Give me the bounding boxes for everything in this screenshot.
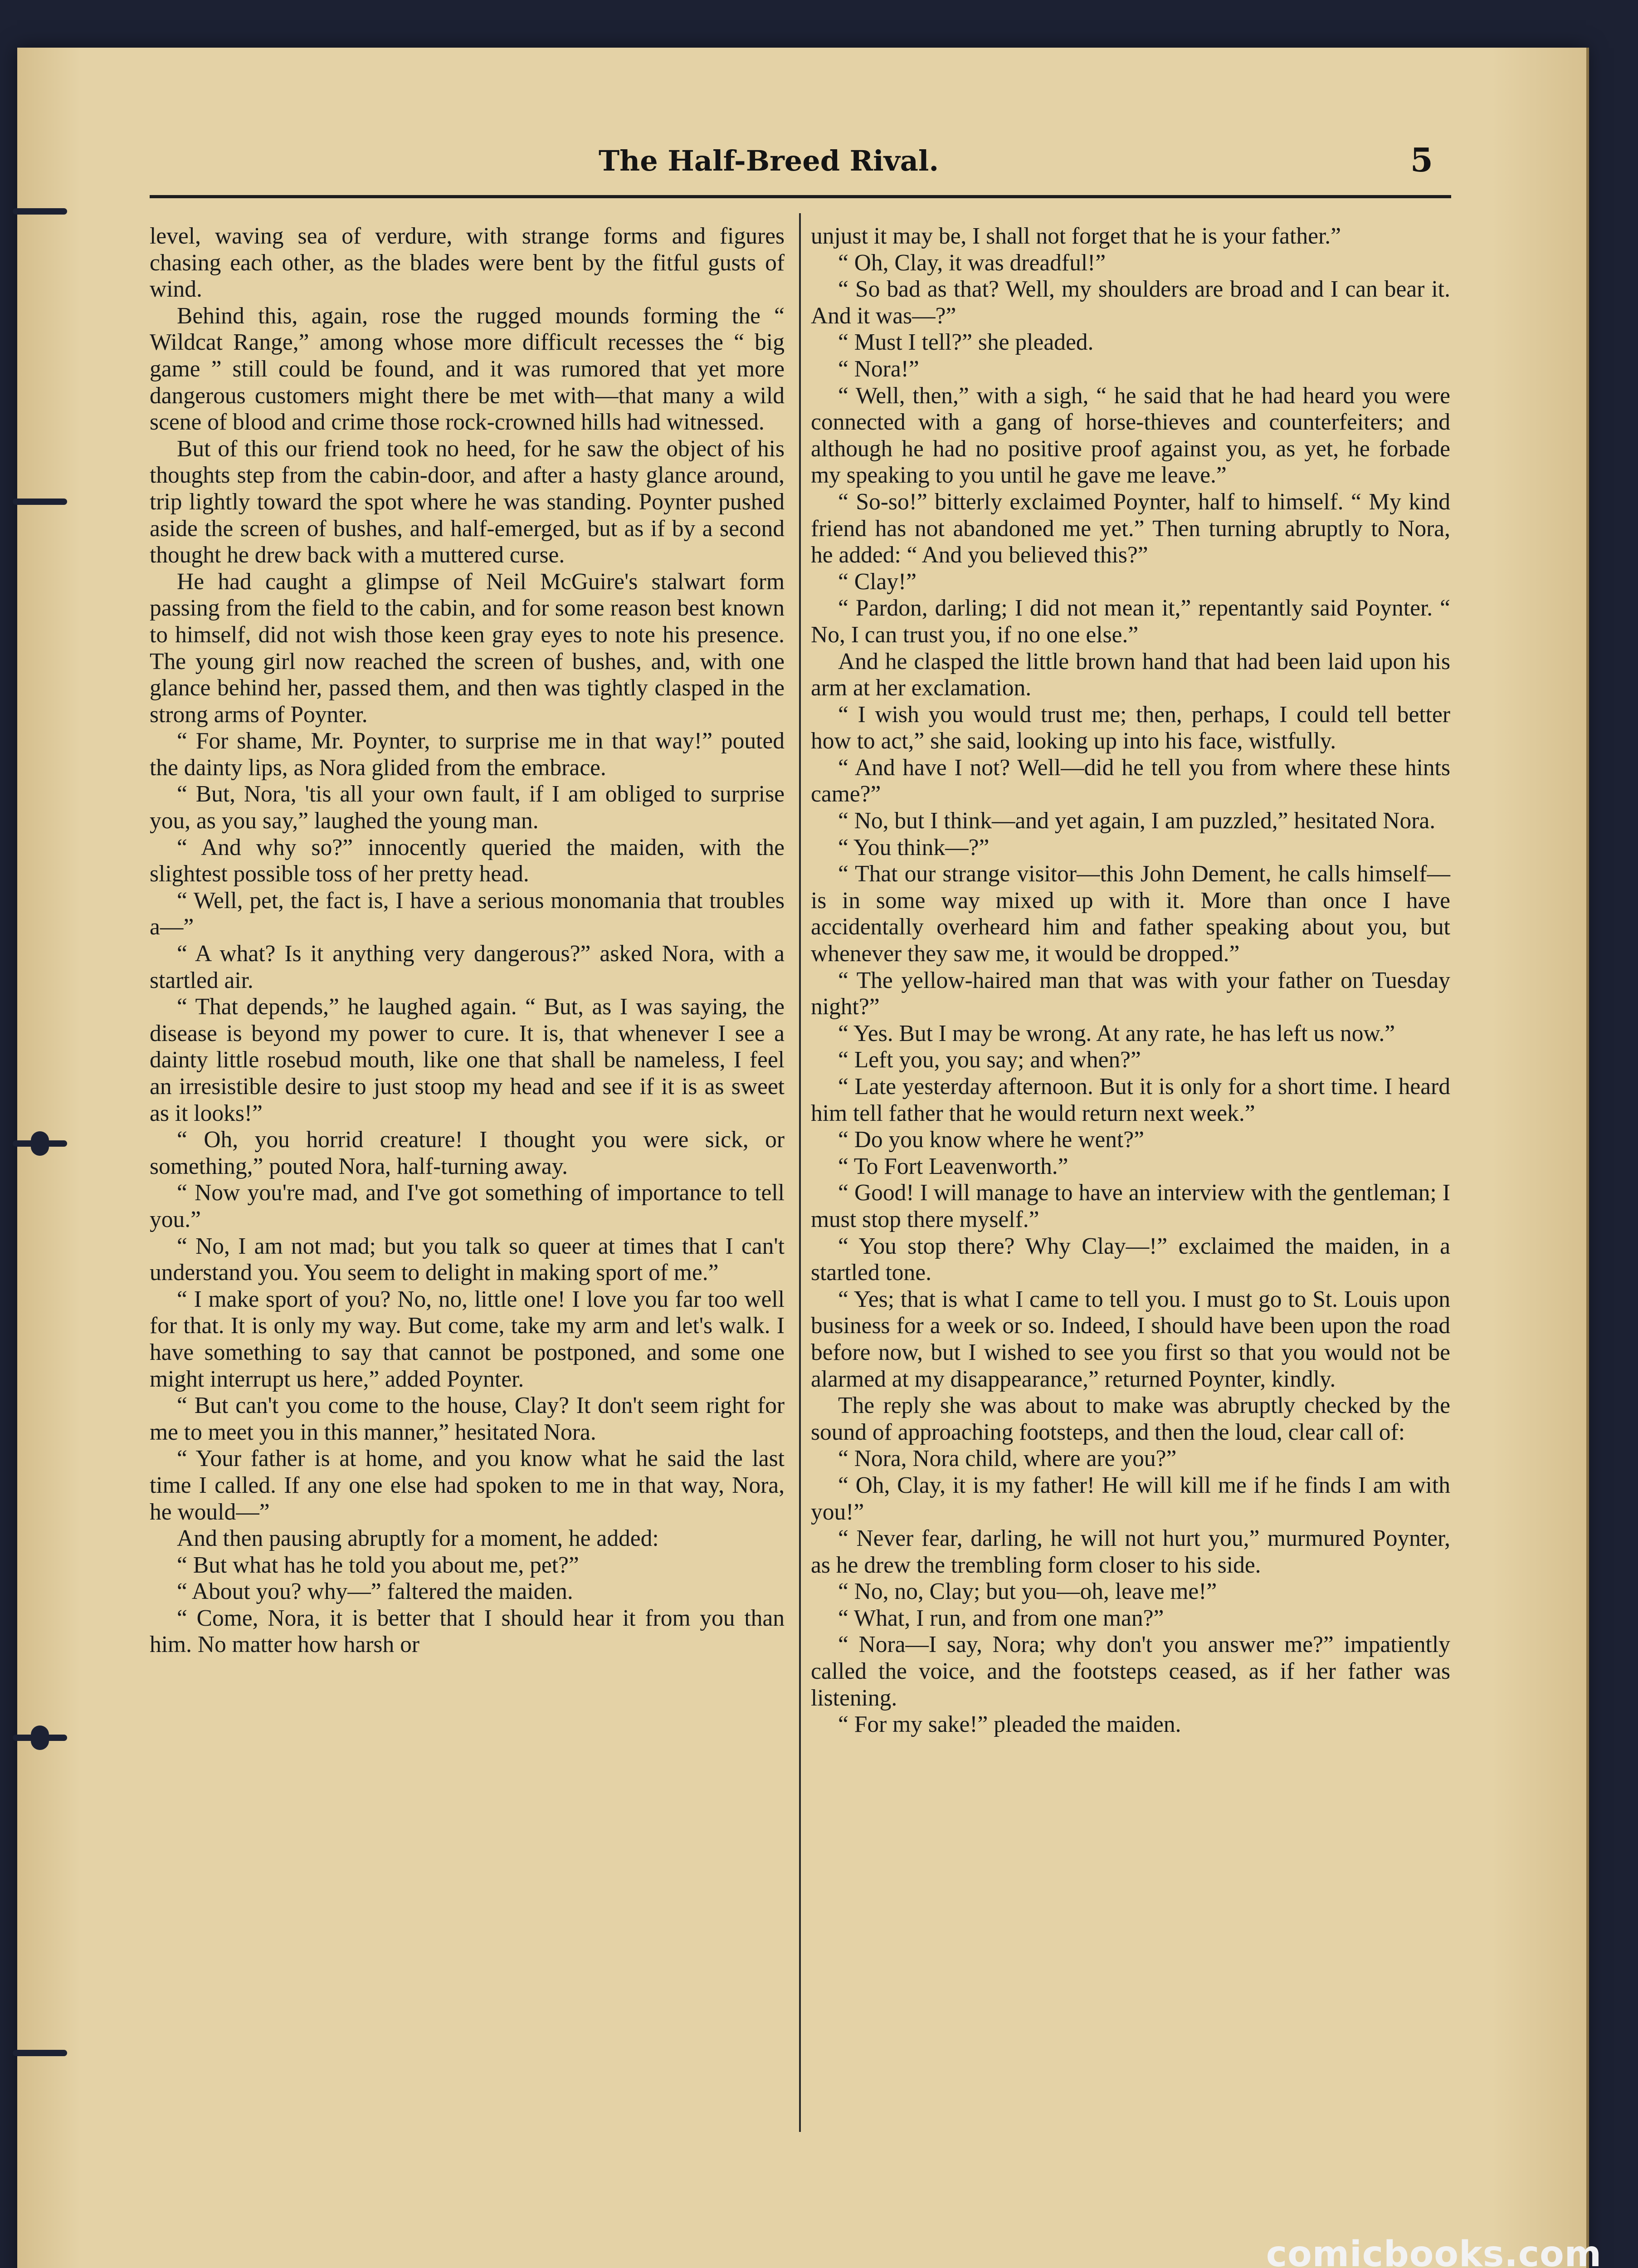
right-column [811,223,1450,1738]
page-edge [1586,48,1589,2268]
paragraph: “ No, no, Clay; but you—oh, leave me!” [838,1579,1217,1605]
paragraph: “ Now you're mad, and I've got something of importance to tell you.” [150,1180,785,1232]
paragraph: “ Pardon, darling; I did not mean it,” repentantly said Poynter. “ No, I can trust you, if no one else.” [811,595,1450,648]
column-divider [799,213,801,2132]
paragraph: But of this our friend took no heed, for he saw the object of his thoughts step from the cabin-door, and after a hasty glance around, trip lightly toward the spot where he was standing. Poynter pushed aside the screen of bushes, and half-emerged, but as if by a second thought he drew back with a muttered curse. [150,435,785,568]
paragraph: “ And why so?” innocently queried the maiden, with the slightest possible toss of her pretty head. [150,834,785,887]
paragraph: “ To Fort Leavenworth.” [838,1153,1068,1179]
paragraph: “ For my sake!” pleaded the maiden. [838,1711,1181,1738]
paragraph: “ Nora, Nora child, where are you?” [838,1446,1177,1472]
paragraph: “ So-so!” bitterly exclaimed Poynter, half to himself. “ My kind friend has not abandoned me yet.” Then turning abruptly to Nora, he added: “ And you believed this?” [811,489,1450,568]
paragraph: “ Nora—I say, Nora; why don't you answer me?” impatiently called the voice, and the footsteps ceased, as if her father was listening. [811,1632,1450,1711]
binding-stitch [13,1139,67,1149]
paragraph: “ Never fear, darling, he will not hurt you,” murmured Poynter, as he drew the trembling form closer to his side. [811,1525,1450,1578]
running-title: The Half-Breed Rival. [599,144,939,177]
page-header [150,136,1451,191]
paragraph: “ Come, Nora, it is better that I should hear it from you than him. No matter how harsh or [150,1605,785,1658]
paragraph: “ Good! I will manage to have an interview with the gentleman; I must stop there myself.” [811,1180,1450,1232]
paragraph: “ Nora!” [838,356,919,382]
paragraph: “ But what has he told you about me, pet?” [177,1552,579,1578]
binding-stitch [13,206,67,216]
paragraph: “ What, I run, and from one man?” [838,1605,1164,1631]
paragraph: “ Oh, Clay, it was dreadful!” [838,249,1106,276]
paragraph: “ But, Nora, 'tis all your own fault, if I am obliged to surprise you, as you say,” laughed the young man. [150,781,785,834]
binding-stitch [13,497,67,507]
paragraph: “ So bad as that? Well, my shoulders are broad and I can bear it. And it was—?” [811,276,1450,329]
page-number: 5 [1410,141,1433,179]
paragraph: “ I make sport of you? No, no, little one! I love you far too well for that. It is only my way. But come, take my arm and let's walk. I have something to say that cannot be postponed, and some one might interrupt us here,” added Poynter. [150,1286,785,1392]
paragraph: “ Oh, Clay, it is my father! He will kill me if he finds I am with you!” [811,1472,1450,1525]
paragraph: “ But can't you come to the house, Clay? It don't seem right for me to meet you in this manner,” hesitated Nora. [150,1393,785,1445]
paragraph: And then pausing abruptly for a moment, he added: [177,1525,659,1552]
paragraph: “ I wish you would trust me; then, perhaps, I could tell better how to act,” she said, looking up into his face, wistfully. [811,701,1450,754]
paragraph: Behind this, again, rose the rugged mounds forming the “ Wildcat Range,” among whose more difficult recesses the “ big game ” still could be found, and it was rumored that yet more dangerous customers might there be met with—that many a wild scene of blood and crime those rock-crowned hills had witnessed. [150,303,785,435]
paragraph: And he clasped the little brown hand that had been laid upon his arm at her exclamation. [811,648,1450,701]
paragraph: “ For shame, Mr. Poynter, to surprise me in that way!” pouted the dainty lips, as Nora glided from the embrace. [150,728,785,781]
paragraph: “ Late yesterday afternoon. But it is only for a short time. I heard him tell father that he would return next week.” [811,1074,1450,1126]
paragraph: “ Left you, you say; and when?” [838,1047,1141,1073]
paragraph: The reply she was about to make was abruptly checked by the sound of approaching footsteps, and then the loud, clear call of: [811,1393,1450,1445]
binding-stitch [13,2048,67,2058]
paragraph: “ No, I am not mad; but you talk so queer at times that I can't understand you. You seem to delight in making sport of me.” [150,1233,785,1286]
paragraph: “ Yes. But I may be wrong. At any rate, he has left us now.” [838,1020,1395,1046]
paragraph: “ You think—?” [838,834,990,860]
left-column [150,223,785,1658]
paragraph: “ Well, pet, the fact is, I have a serious monomania that troubles a—” [150,887,785,940]
paragraph: He had caught a glimpse of Neil McGuire's stalwart form passing from the field to the cabin, and for some reason best known to himself, did not wish those keen gray eyes to note his presence. The young girl now reached the screen of bushes, and, with one glance behind her, passed them, and then was tightly clasped in the strong arms of Poynter. [150,568,785,728]
paragraph: “ No, but I think—and yet again, I am puzzled,” hesitated Nora. [838,808,1436,834]
paragraph: “ And have I not? Well—did he tell you from where these hints came?” [811,754,1450,807]
paragraph: unjust it may be, I shall not forget that he is your father.” [811,223,1341,249]
paragraph: “ Yes; that is what I came to tell you. I must go to St. Louis upon business for a week or so. Indeed, I should have been upon the road before now, but I wished to see you first so that you would not be alarmed at my disappearance,” returned Poynter, kindly. [811,1286,1450,1392]
paragraph: “ Your father is at home, and you know what he said the last time I called. If any one else had spoken to me in that way, Nora, he would—” [150,1446,785,1525]
paragraph: “ That our strange visitor—this John Dement, he calls himself—is in some way mixed up with it. More than once I have accidentally overheard him and father speaking about you, but whenever they saw me, it would be dropped.” [811,861,1450,967]
paragraph: “ Do you know where he went?” [838,1127,1144,1153]
paragraph: “ Oh, you horrid creature! I thought you were sick, or something,” pouted Nora, half-turning away. [150,1127,785,1179]
paragraph: “ The yellow-haired man that was with your father on Tuesday night?” [811,967,1450,1020]
watermark: comicbooks.com [1266,2234,1602,2268]
paragraph: level, waving sea of verdure, with strange forms and figures chasing each other, as the blades were bent by the fitful gusts of wind. [150,223,785,303]
paragraph: “ That depends,” he laughed again. “ But, as I was saying, the disease is beyond my power to cure. It is, that whenever I see a dainty little rosebud mouth, like one that shall be nameless, I feel an irresistible desire to just stoop my head and see if it is as sweet as it looks!” [150,994,785,1126]
header-rule [150,195,1451,198]
paragraph: “ Clay!” [838,568,917,595]
binding-stitch [13,1733,67,1743]
paragraph: “ About you? why—” faltered the maiden. [177,1579,573,1605]
paragraph: “ A what? Is it anything very dangerous?” asked Nora, with a startled air. [150,941,785,993]
paragraph: “ Well, then,” with a sigh, “ he said that he had heard you were connected with a gang of horse-thieves and counterfeiters; and although he had no positive proof against you, as yet, he forbade my speaking to you until he gave me leave.” [811,382,1450,489]
paragraph: “ You stop there? Why Clay—!” exclaimed the maiden, in a startled tone. [811,1233,1450,1286]
paragraph: “ Must I tell?” she pleaded. [838,329,1094,356]
